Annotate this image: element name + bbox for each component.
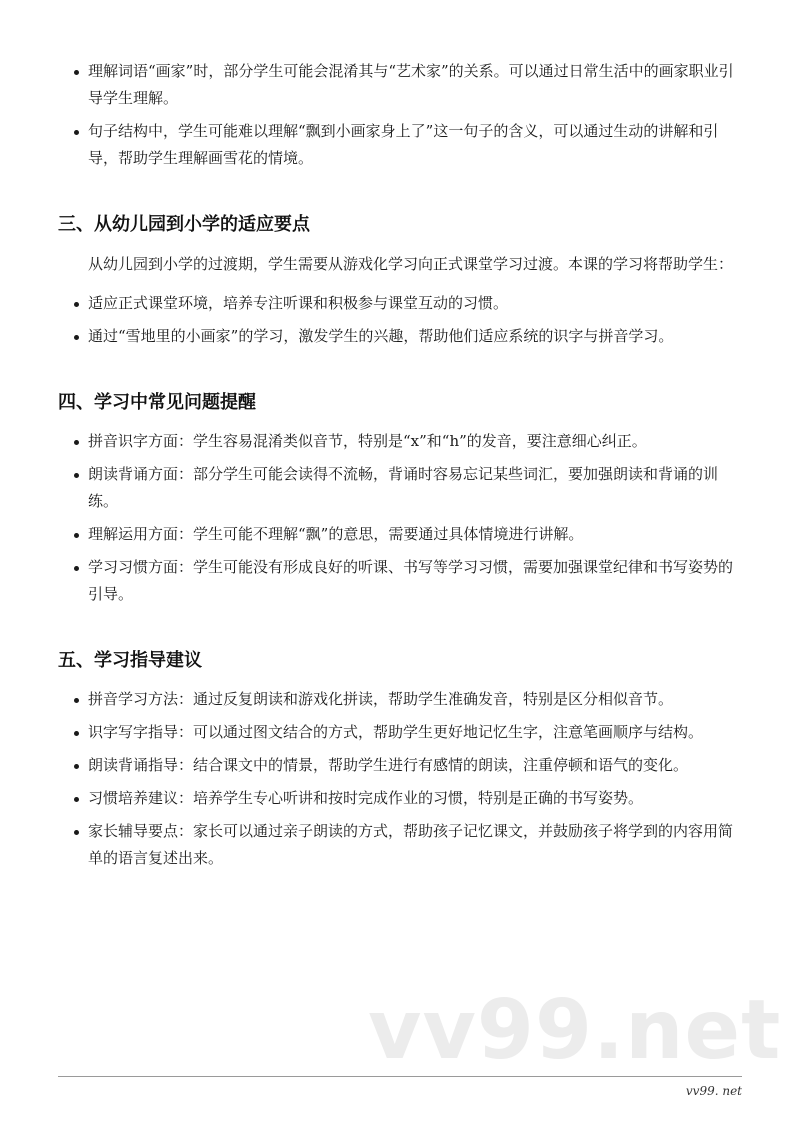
list-item: 拼音识字方面：学生容易混淆类似音节，特别是“x”和“h”的发音，要注意细心纠正。: [58, 428, 742, 455]
list-item: 习惯培养建议：培养学生专心听讲和按时完成作业的习惯，特别是正确的书写姿势。: [58, 785, 742, 812]
list-item: 理解词语“画家”时，部分学生可能会混淆其与“艺术家”的关系。可以通过日常生活中的画家职业引导学生理解。: [58, 58, 742, 112]
bullet-dot-icon: [74, 473, 79, 478]
section-5-bullet-list: [58, 686, 742, 872]
section-3-bullet-list: [58, 290, 742, 350]
list-item: 适应正式课堂环境，培养专注听课和积极参与课堂互动的习惯。: [58, 290, 742, 317]
bullet-dot-icon: [74, 70, 79, 75]
section-heading-3: 三、从幼儿园到小学的适应要点: [58, 214, 310, 235]
section-3-paragraph: 从幼儿园到小学的过渡期，学生需要从游戏化学习向正式课堂学习过渡。本课的学习将帮助学生：: [88, 255, 734, 273]
bullet-dot-icon: [74, 764, 79, 769]
list-item: 通过“雪地里的小画家”的学习，激发学生的兴趣，帮助他们适应系统的识字与拼音学习。: [58, 323, 742, 350]
list-item: 识字写字指导：可以通过图文结合的方式，帮助学生更好地记忆生字，注意笔画顺序与结构。: [58, 719, 742, 746]
list-item: 学习习惯方面：学生可能没有形成良好的听课、书写等学习习惯，需要加强课堂纪律和书写姿势的引导。: [58, 554, 742, 608]
list-item: 拼音学习方法：通过反复朗读和游戏化拼读，帮助学生准确发音，特别是区分相似音节。: [58, 686, 742, 713]
intro-bullet-list: [58, 58, 742, 172]
bullet-dot-icon: [74, 731, 79, 736]
bullet-dot-icon: [74, 830, 79, 835]
bullet-dot-icon: [74, 533, 79, 538]
bullet-dot-icon: [74, 698, 79, 703]
section-4-bullet-list: [58, 428, 742, 608]
list-item: 句子结构中，学生可能难以理解“飘到小画家身上了”这一句子的含义，可以通过生动的讲解和引导，帮助学生理解画雪花的情境。: [58, 118, 742, 172]
footer-divider: [58, 1076, 742, 1077]
bullet-dot-icon: [74, 302, 79, 307]
watermark: vv99.net: [368, 983, 782, 1078]
list-item: 理解运用方面：学生可能不理解“飘”的意思，需要通过具体情境进行讲解。: [58, 521, 742, 548]
section-heading-4: 四、学习中常见问题提醒: [58, 392, 256, 413]
bullet-dot-icon: [74, 797, 79, 802]
document-page: [58, 58, 742, 878]
bullet-dot-icon: [74, 335, 79, 340]
list-item: 朗读背诵指导：结合课文中的情景，帮助学生进行有感情的朗读，注重停顿和语气的变化。: [58, 752, 742, 779]
bullet-dot-icon: [74, 130, 79, 135]
bullet-dot-icon: [74, 566, 79, 571]
footer-site-label: vv99. net: [685, 1084, 742, 1098]
bullet-dot-icon: [74, 440, 79, 445]
section-heading-5: 五、学习指导建议: [58, 650, 202, 671]
list-item: 家长辅导要点：家长可以通过亲子朗读的方式，帮助孩子记忆课文，并鼓励孩子将学到的内容用简单的语言复述出来。: [58, 818, 742, 872]
list-item: 朗读背诵方面：部分学生可能会读得不流畅，背诵时容易忘记某些词汇，要加强朗读和背诵的训练。: [58, 461, 742, 515]
